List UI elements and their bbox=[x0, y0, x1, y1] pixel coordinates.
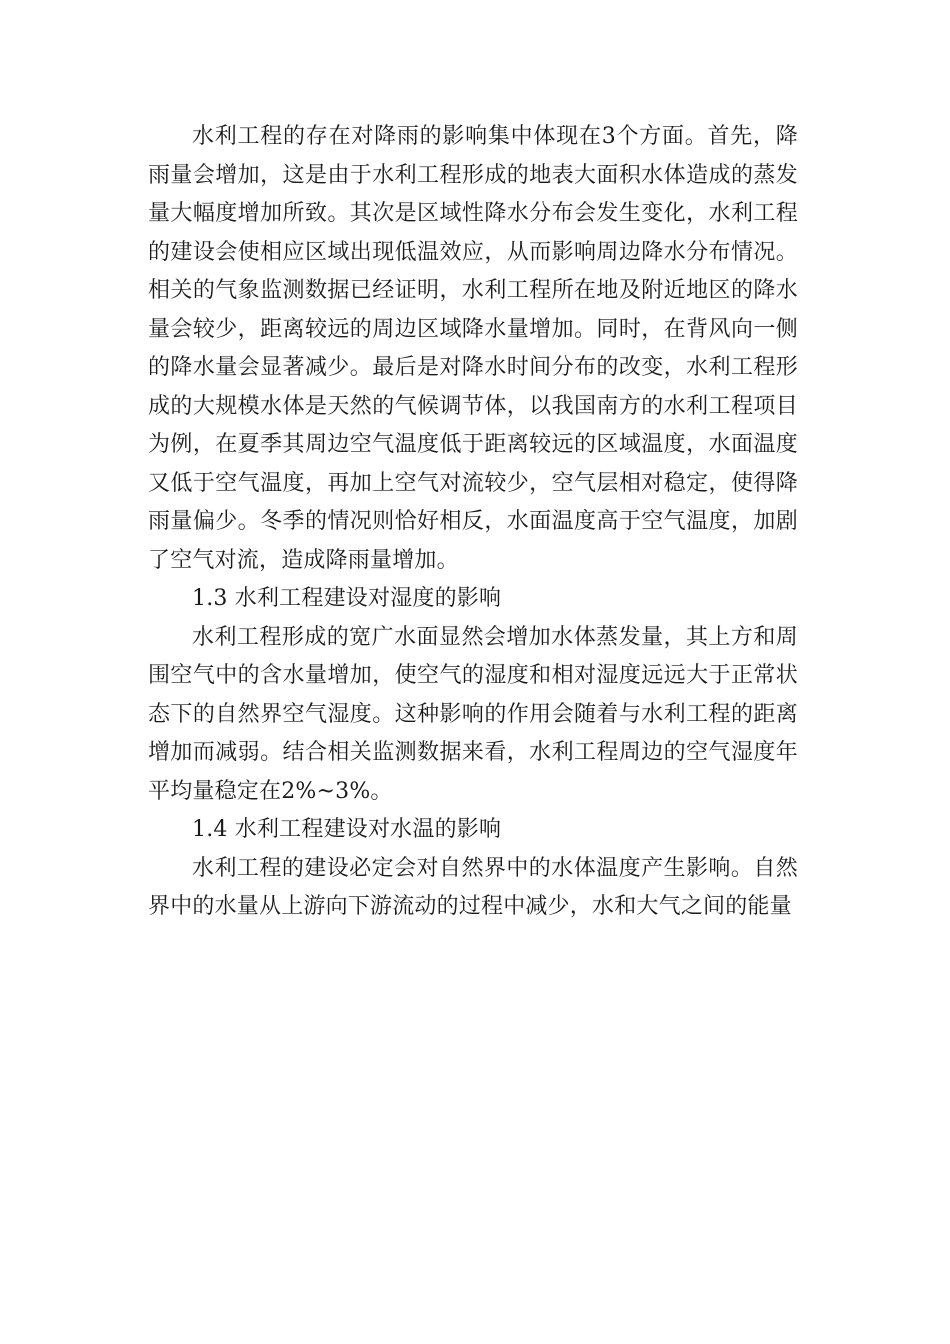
section-heading-humidity: 1.3 水利工程建设对湿度的影响 bbox=[192, 586, 502, 611]
section-heading-water-temperature: 1.4 水利工程建设对水温的影响 bbox=[192, 817, 502, 842]
paragraph-water-temperature-impact: 水利工程的建设必定会对自然界中的水体温度产生影响。自然界中的水量从上游向下游流动的过程中减少，水和大气之间的能量 bbox=[148, 855, 798, 919]
paragraph-rainfall-impact: 水利工程的存在对降雨的影响集中体现在3个方面。首先，降雨量会增加，这是由于水利工程形成的地表大面积水体造成的蒸发量大幅度增加所致。其次是区域性降水分布会发生变化，水利工程的建设会使相应区域出现低温效应，从而影响周边降水分布情况。相关的气象监测数据已经证明，水利工程所在地及附近地区的降水量会较少，距离较远的周边区域降水量增加。同时，在背风向一侧的降水量会显著减少。最后是对降水时间分布的改变，水利工程形成的大规模水体是天然的气候调节体，以我国南方的水利工程项目为例，在夏季其周边空气温度低于距离较远的区域温度，水面温度又低于空气温度，再加上空气对流较少，空气层相对稳定，使得降雨量偏少。冬季的情况则恰好相反，水面温度高于空气温度，加剧了空气对流，造成降雨量增加。 bbox=[148, 124, 798, 573]
document-body bbox=[148, 118, 798, 927]
paragraph-humidity-impact: 水利工程形成的宽广水面显然会增加水体蒸发量，其上方和周围空气中的含水量增加，使空气的湿度和相对湿度远远大于正常状态下的自然界空气湿度。这种影响的作用会随着与水利工程的距离增加而减弱。结合相关监测数据来看，水利工程周边的空气湿度年平均量稳定在2%~3%。 bbox=[148, 624, 798, 804]
